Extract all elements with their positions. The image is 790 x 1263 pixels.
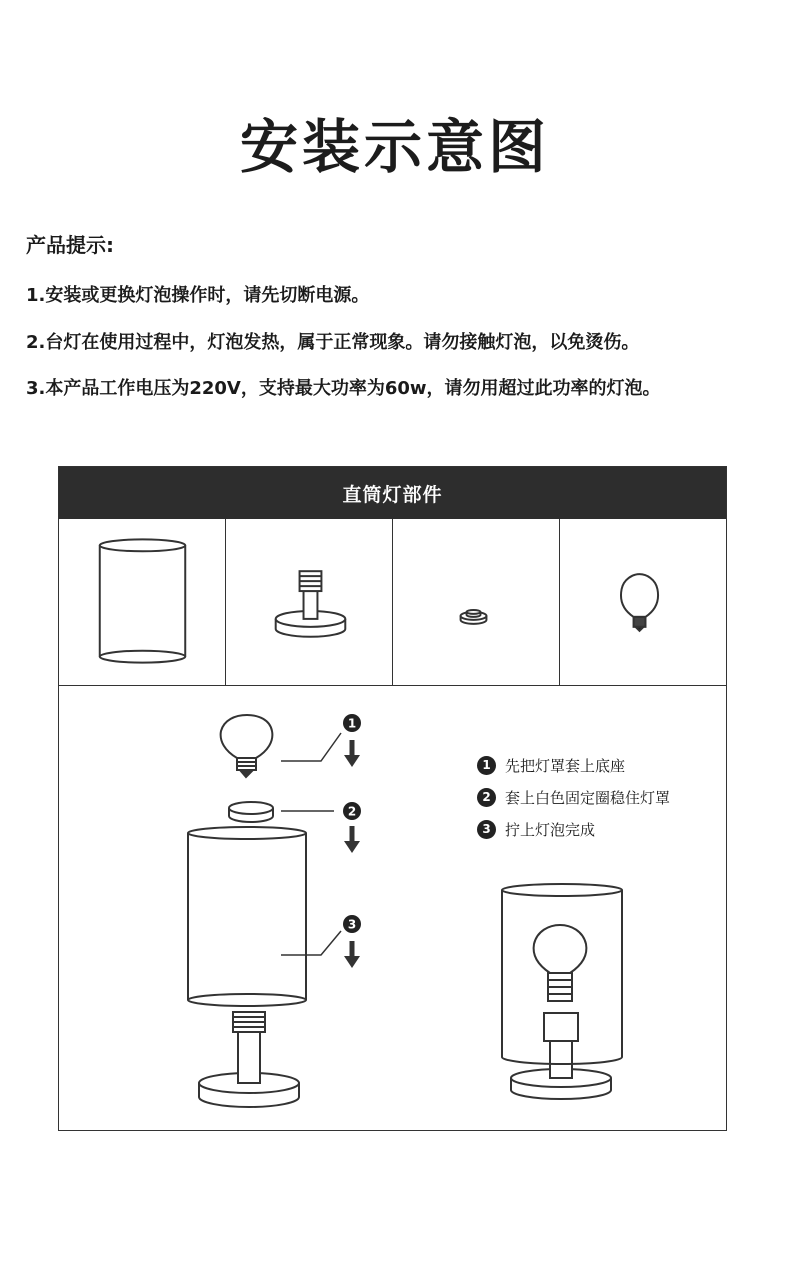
svg-text:1: 1 <box>347 716 357 731</box>
step-3 <box>477 813 670 845</box>
tip-3: 3.本产品工作电压为220V，支持最大功率为60w，请勿用超过此功率的灯泡。 <box>26 378 661 399</box>
exploded-base-icon <box>199 1012 299 1107</box>
step-2-number: 2 <box>477 788 496 807</box>
part-glass-shade <box>59 519 226 685</box>
svg-text:2: 2 <box>347 804 357 819</box>
part-lamp-base <box>226 519 393 685</box>
step-marker-2 <box>343 802 361 853</box>
parts-panel-header: 直筒灯部件 <box>59 467 726 519</box>
assembly-diagram <box>59 685 726 1130</box>
tips-heading: 产品提示: <box>26 233 114 257</box>
step-1-number: 1 <box>477 756 496 775</box>
steps-legend <box>477 749 670 845</box>
exploded-ring-icon <box>229 802 273 822</box>
step-2-label: 套上白色固定圈稳住灯罩 <box>505 788 671 807</box>
tip-1: 1.安装或更换灯泡操作时，请先切断电源。 <box>26 285 370 306</box>
fixing-ring-icon <box>393 519 559 685</box>
step-3-number: 3 <box>477 820 496 839</box>
light-bulb-icon <box>560 519 726 685</box>
assembled-lamp-icon <box>502 884 622 1099</box>
svg-text:3: 3 <box>347 917 357 932</box>
glass-shade-icon <box>59 519 225 685</box>
step-1 <box>477 749 670 781</box>
installation-panel <box>58 466 727 1131</box>
step-3-label: 拧上灯泡完成 <box>505 820 596 839</box>
step-marker-1 <box>343 714 361 767</box>
lamp-base-icon <box>226 519 392 685</box>
part-fixing-ring <box>393 519 560 685</box>
exploded-bulb-icon <box>221 715 273 777</box>
step-2 <box>477 781 670 813</box>
leader-line-3 <box>281 931 341 955</box>
part-light-bulb <box>560 519 726 685</box>
step-marker-3 <box>343 915 361 968</box>
page-title: 安装示意图 <box>239 113 550 181</box>
parts-row <box>59 519 726 686</box>
step-1-label: 先把灯罩套上底座 <box>505 756 626 775</box>
leader-line-1 <box>281 733 341 761</box>
tip-2: 2.台灯在使用过程中，灯泡发热，属于正常现象。请勿接触灯泡，以免烫伤。 <box>26 332 640 353</box>
exploded-shade-icon <box>188 827 306 1006</box>
